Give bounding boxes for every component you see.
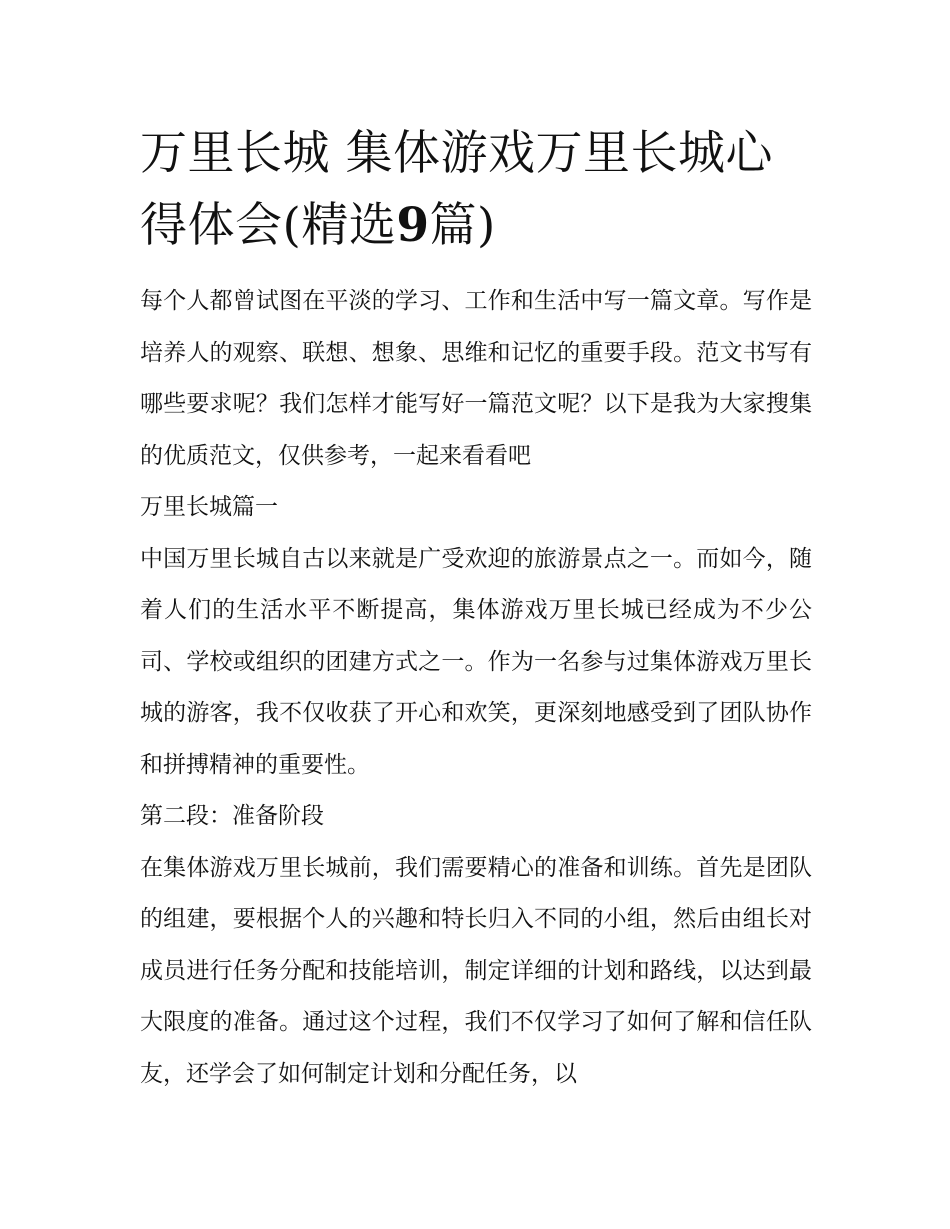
title-line-1: 万里长城 集体游戏万里长城心 xyxy=(140,126,773,181)
section-1-heading: 万里长城篇一 xyxy=(140,494,278,520)
title-line-2-prefix: 得体会(精选 xyxy=(140,198,397,253)
section-1-paragraph: 中国万里长城自古以来就是广受欢迎的旅游景点之一。而如今，随着人们的生活水平不断提高，集体游戏万里长城已经成为不少公司、学校或组织的团建方式之一。作为一名参与过集体游戏万里长城的游客，我不仅收获了开心和欢笑，更深刻地感受到了团队协作和拼搏精神的重要性。 xyxy=(140,545,812,778)
section-2-heading: 第二段：准备阶段 xyxy=(140,803,324,829)
document-page xyxy=(140,118,812,1100)
section-2-paragraph: 在集体游戏万里长城前，我们需要精心的准备和训练。首先是团队的组建，要根据个人的兴趣和特长归入不同的小组，然后由组长对成员进行任务分配和技能培训，制定详细的计划和路线，以达到最大限度的准备。通过这个过程，我们不仅学习了如何了解和信任队友，还学会了如何制定计划和分配任务，以 xyxy=(140,854,812,1087)
title-line-2-number: 9 xyxy=(396,198,430,253)
intro-paragraph: 每个人都曾试图在平淡的学习、工作和生活中写一篇文章。写作是培养人的观察、联想、想象、思维和记忆的重要手段。范文书写有哪些要求呢？我们怎样才能写好一篇范文呢？以下是我为大家搜集的优质范文，仅供参考，一起来看看吧 xyxy=(140,288,812,469)
title-line-2-suffix: 篇) xyxy=(429,198,496,253)
document-body xyxy=(140,276,812,1100)
document-title xyxy=(140,118,812,262)
